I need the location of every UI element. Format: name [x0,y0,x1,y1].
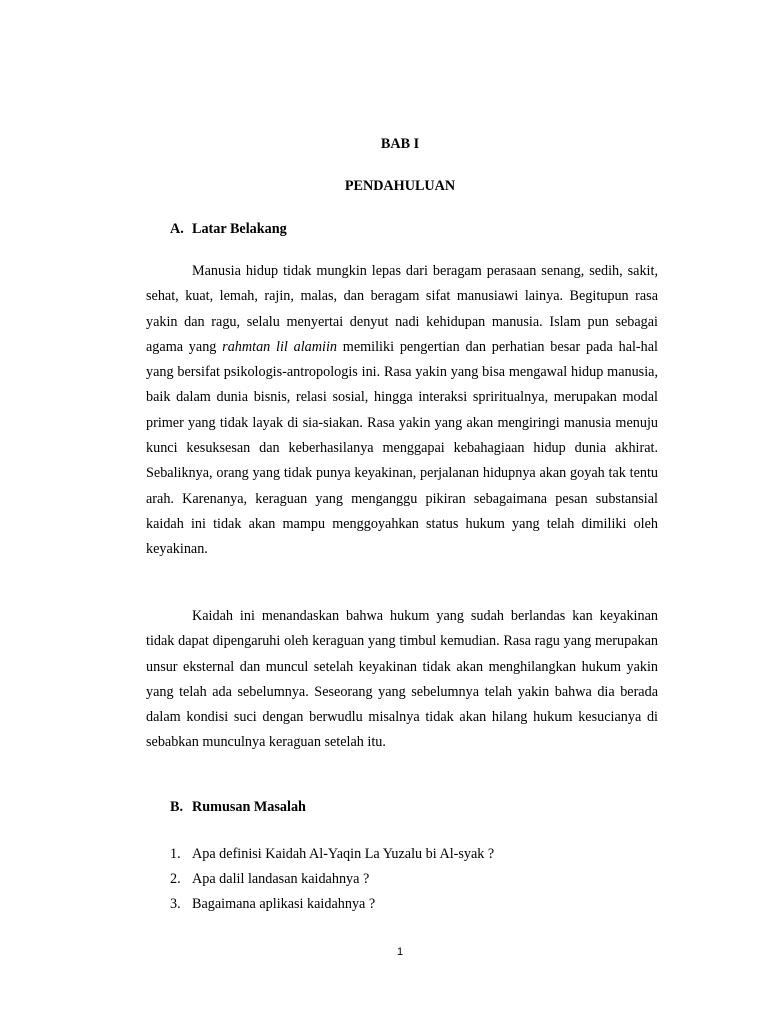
chapter-title: PENDAHULUAN [344,178,456,194]
paragraph-latar-belakang-2: Kaidah ini menandaskan bahwa hukum yang sudah berlandas kan keyakinan tidak dapat dipengaruhi oleh keraguan yang timbul kemudian. Rasa ragu yang merupakan unsur eksternal dan muncul setelah keyakinan tidak akan menghilangkan hukum yakin yang telah ada sebelumnya. Seseorang yang sebelumnya telah yakin bahwa dia berada dalam kondisi suci dengan berwudlu misalnya tidak akan hilang hukum kesucianya di sebabkan munculnya keraguan setelah itu. [146,608,658,751]
list-text: Apa definisi Kaidah Al-Yaqin La Yuzalu bi Al-syak ? [192,846,495,862]
section-marker: B. [170,799,184,815]
question-list [170,842,494,917]
list-item [170,867,494,892]
list-item [170,892,494,917]
list-text: Bagaimana aplikasi kaidahnya ? [192,896,376,912]
section-title: Rumusan Masalah [192,799,306,815]
list-number: 2. [170,871,181,887]
section-heading-latar-belakang [170,221,287,238]
paragraph-latar-belakang-1 [146,259,658,563]
section-heading-rumusan-masalah [170,799,306,816]
list-number: 1. [170,846,181,862]
page-number: 1 [396,946,404,958]
section-marker: A. [170,221,184,237]
list-item [170,842,494,867]
paragraph-text: memiliki pengertian dan perhatian besar pada hal-hal yang bersifat psikologis-antropologis ini. Rasa yakin yang bisa mengawal hidup manusia, baik dalam dunia bisnis, relasi sosial, hingga interaksi spriritualnya, merupakan modal primer yang tidak layak di sia-siakan. Rasa yakin yang akan mengiringi manusia menuju kunci kesuksesan dan keberhasilanya menggapai kebahagiaan hidup dunia akhirat. Sebaliknya, orang yang tidak punya keyakinan, perjalanan hidupnya akan goyah tak tentu arah. Karenanya, keraguan yang menganggu pikiran sebagaimana pesan substansial kaidah ini tidak akan mampu menggoyahkan status hukum yang telah dimiliki oleh keyakinan. [146,338,658,558]
italic-term: rahmtan lil alamiin [222,338,338,355]
list-number: 3. [170,896,181,912]
chapter-number: BAB I [380,136,420,152]
section-title: Latar Belakang [192,221,287,237]
list-text: Apa dalil landasan kaidahnya ? [192,871,370,887]
paragraph-text: Manusia hidup tidak mungkin lepas dari beragam perasaan senang, sedih, sakit, sehat, kuat, lemah, rajin, malas, dan beragam sifat manusiawi lainya. Begitupun rasa yakin dan ragu, selalu menyertai denyut nadi kehidupan manusia. Islam pun sebagai agama yang [146,263,658,355]
